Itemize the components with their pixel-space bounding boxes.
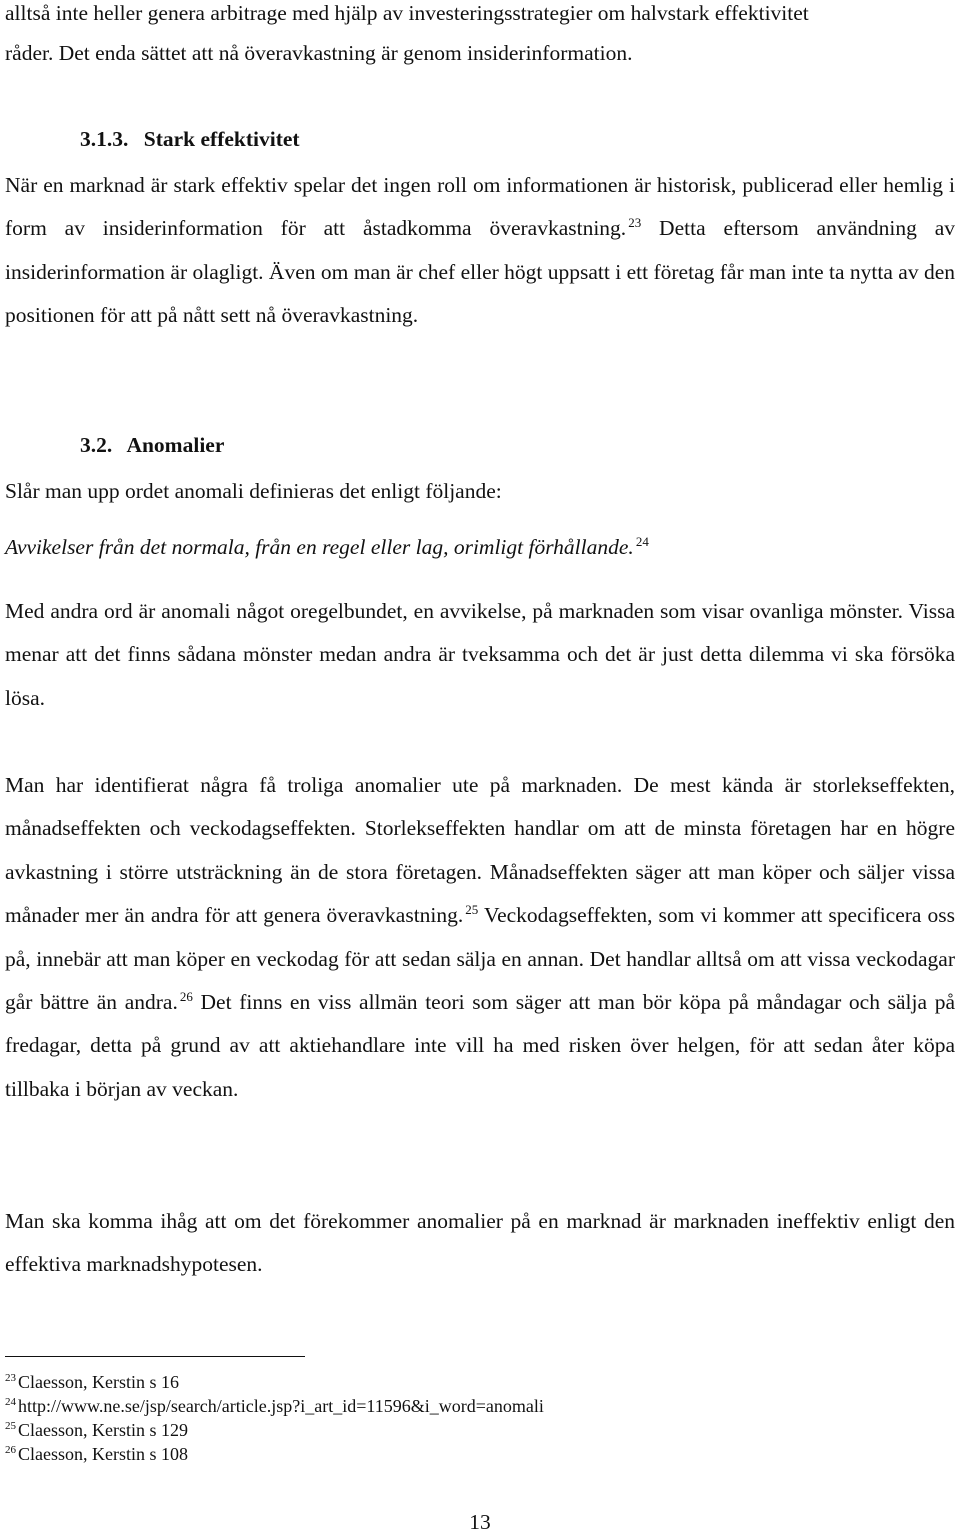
paragraph-anomali-definition: Med andra ord är anomali något oregelbundet, en avvikelse, på marknaden som visar ovanliga mönster. Vissa menar att det finns sådana mönster medan andra är tveksamma och det är just detta dilemma vi ska försöka lösa. bbox=[5, 599, 955, 710]
footnote-number: 23 bbox=[5, 1372, 16, 1384]
footnote-divider bbox=[5, 1356, 305, 1357]
footnote-number: 25 bbox=[5, 1420, 16, 1432]
page-number: 13 bbox=[469, 1510, 491, 1534]
footnote-24 bbox=[5, 1394, 905, 1418]
intro-line-1: alltså inte heller genera arbitrage med hjälp av investeringsstrategier om halvstark effektivitet bbox=[5, 1, 809, 25]
paragraph-anomalies-identified bbox=[5, 764, 955, 1111]
paragraph-text: När en marknad är stark effektiv spelar det ingen roll om informationen är historisk, publicerad eller hemlig i form av insiderinformation för att åstadkomma överavkastning. bbox=[5, 173, 955, 241]
section-title: Anomalier bbox=[126, 433, 225, 457]
footnote-ref-25: 25 bbox=[465, 902, 479, 918]
footnote-23 bbox=[5, 1370, 905, 1394]
anomali-intro: Slår man upp ordet anomali definieras det enligt följande: bbox=[5, 479, 502, 503]
section-number: 3.2. bbox=[80, 433, 113, 457]
quote-text: Avvikelser från det normala, från en regel eller lag, orimligt förhållande. bbox=[5, 535, 634, 559]
section-heading-313 bbox=[80, 118, 310, 161]
paragraph-text: Man har identifierat några få troliga anomalier ute på marknaden. De mest kända är storlekseffekten, månadseffekten och veckodagseffekten. Storlekseffekten handlar om att de minsta företagen har en högre avkastning i större utsträckning än de stora företagen. Månadseffekten säger att man köper och säljer vissa månader mer än andra för att genera överavkastning. bbox=[5, 773, 955, 928]
anomali-quote bbox=[5, 526, 955, 569]
footnote-number: 26 bbox=[5, 1444, 16, 1456]
paragraph-stark-effektivitet bbox=[5, 164, 955, 338]
footnote-text: Claesson, Kerstin s 129 bbox=[18, 1420, 188, 1440]
footnote-text: Claesson, Kerstin s 108 bbox=[18, 1444, 188, 1464]
paragraph-text: Detta eftersom användning av insiderinformation är olagligt. Även om man är chef eller högt uppsatt i ett företag får man inte ta nytta av den positionen för att på nått sett nå överavkastning. bbox=[5, 216, 955, 328]
footnote-ref-26: 26 bbox=[179, 989, 193, 1005]
section-number: 3.1.3. bbox=[80, 127, 129, 151]
paragraph-text: Veckodagseffekten, som vi kommer att specificera oss på, innebär att man köper en veckodag för att sedan sälja en annan. Det handlar alltså om att vissa veckodagar går bättre än andra. bbox=[5, 903, 955, 1015]
footnote-ref-24: 24 bbox=[635, 534, 649, 549]
intro-line-2: råder. Det enda sättet att nå överavkastning är genom insiderinformation. bbox=[5, 41, 633, 65]
footnote-text: Claesson, Kerstin s 16 bbox=[18, 1372, 179, 1392]
footnote-number: 24 bbox=[5, 1396, 16, 1408]
section-heading-32 bbox=[80, 424, 234, 467]
footnote-text: http://www.ne.se/jsp/search/article.jsp?i_art_id=11596&i_word=anomali bbox=[18, 1396, 544, 1416]
section-title: Stark effektivitet bbox=[143, 127, 300, 151]
paragraph-conclusion: Man ska komma ihåg att om det förekommer anomalier på en marknad är marknaden ineffektiv enligt den effektiva marknadshypotesen. bbox=[5, 1209, 955, 1277]
footnote-26 bbox=[5, 1442, 905, 1466]
footnote-25 bbox=[5, 1418, 905, 1442]
footnote-ref-23: 23 bbox=[628, 215, 642, 231]
paragraph-text: Det finns en viss allmän teori som säger att man bör köpa på måndagar och sälja på fredagar, detta på grund av att aktiehandlare inte vill ha med risken över helgen, för att sedan åter köpa tillbaka i början av veckan. bbox=[5, 990, 956, 1101]
